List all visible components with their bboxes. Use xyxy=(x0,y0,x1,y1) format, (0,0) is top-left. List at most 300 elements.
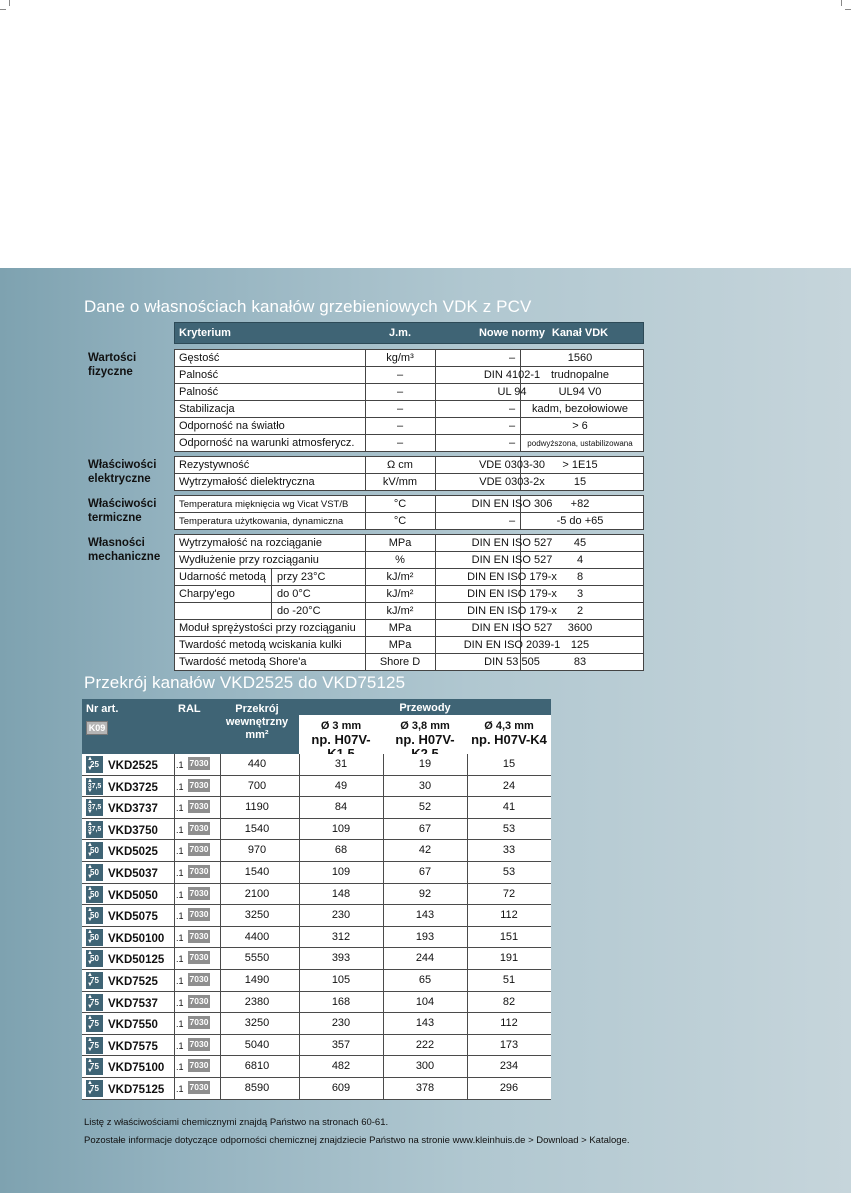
arrow-up-icon: ▲ xyxy=(87,1015,93,1022)
header-wires: Przewody xyxy=(399,702,451,714)
height-value: 37,5 xyxy=(87,782,102,790)
ral-prefix: .1 xyxy=(176,824,184,835)
property-row xyxy=(175,401,643,418)
wire-count-3-8mm: 378 xyxy=(415,1082,435,1094)
table-row xyxy=(82,819,551,841)
height-value: 25 xyxy=(90,760,99,769)
wire-count-3-8mm: 30 xyxy=(418,779,432,792)
column-divider xyxy=(299,992,300,1013)
property-unit: MPa xyxy=(388,537,412,549)
property-value: 3 xyxy=(576,588,584,600)
cross-section-area: 1540 xyxy=(244,866,270,878)
property-row xyxy=(175,367,643,384)
cross-section-area: 1540 xyxy=(244,822,270,835)
property-criterion: Odporność na światło xyxy=(179,420,285,432)
property-condition: przy 23°C xyxy=(277,571,326,583)
height-value: 50 xyxy=(90,954,99,964)
property-criterion: Palność xyxy=(179,386,219,398)
column-divider xyxy=(383,754,384,775)
header-area xyxy=(222,703,292,742)
wire-count-3mm: 105 xyxy=(331,974,351,986)
group-box xyxy=(174,534,644,671)
wire-count-3-8mm: 67 xyxy=(418,866,432,878)
wire-count-3mm: 168 xyxy=(331,995,351,1008)
group-label-line: Własności xyxy=(88,537,145,549)
props-section-title: Dane o własnościach kanałów grzebieniowych VDK z PCV xyxy=(84,297,532,316)
article-number: VKD3737 xyxy=(108,803,158,816)
column-divider xyxy=(383,819,384,840)
height-icon xyxy=(86,864,103,881)
wire-count-3mm: 482 xyxy=(331,1060,351,1073)
height-value: 37,5 xyxy=(87,825,102,833)
header-w3-example: np. H07V-K4 xyxy=(471,732,547,747)
column-divider xyxy=(467,840,468,861)
property-norm: – xyxy=(508,437,516,449)
column-divider xyxy=(467,1013,468,1034)
column-divider xyxy=(299,819,300,840)
column-divider xyxy=(299,1013,300,1034)
cross-section-area: 2100 xyxy=(244,887,270,900)
property-value: 15 xyxy=(573,476,587,488)
column-divider xyxy=(299,1035,300,1056)
property-value: 1560 xyxy=(567,352,593,364)
height-value: 75 xyxy=(90,1084,99,1093)
property-unit: – xyxy=(396,386,404,398)
ral-code: 7030 xyxy=(189,887,209,898)
property-row xyxy=(175,603,643,620)
column-divider xyxy=(220,776,221,797)
wire-count-4-3mm: 234 xyxy=(499,1060,519,1073)
height-icon xyxy=(86,950,103,967)
arrow-up-icon: ▲ xyxy=(87,950,93,957)
header-area_1: Przekrój xyxy=(235,703,279,715)
column-divider xyxy=(467,948,468,969)
column-divider xyxy=(467,927,468,948)
height-value: 50 xyxy=(90,889,99,899)
column-divider xyxy=(383,776,384,797)
header-area_2: wewnętrzny xyxy=(225,716,289,728)
property-criterion: Stabilizacja xyxy=(179,403,235,415)
group-label-line: fizyczne xyxy=(88,366,133,378)
wire-count-4-3mm: 296 xyxy=(499,1082,519,1094)
property-criterion: Charpy'ego xyxy=(179,588,235,600)
wire-count-3mm: 84 xyxy=(334,801,348,814)
wire-count-3mm: 312 xyxy=(331,930,351,943)
cross-section-area: 3250 xyxy=(244,909,270,922)
arrow-down-icon: ▼ xyxy=(87,895,93,902)
property-norm: DIN EN ISO 527 xyxy=(471,554,553,566)
wire-count-4-3mm: 53 xyxy=(502,822,516,835)
wire-count-4-3mm: 191 xyxy=(499,952,519,965)
wire-count-4-3mm: 173 xyxy=(499,1038,519,1051)
column-divider xyxy=(220,754,221,775)
column-divider xyxy=(174,927,175,948)
wire-count-4-3mm: 82 xyxy=(502,995,516,1008)
wire-subheader xyxy=(299,715,551,754)
column-divider xyxy=(299,905,300,926)
column-divider xyxy=(383,970,384,991)
property-norm: – xyxy=(508,515,516,527)
cross-section-area: 5040 xyxy=(244,1038,270,1051)
column-divider xyxy=(299,927,300,948)
wire-count-3mm: 109 xyxy=(331,866,351,878)
property-norm: DIN EN ISO 2039-1 xyxy=(463,639,561,651)
ral-prefix: .1 xyxy=(176,1040,184,1051)
property-criterion: Rezystywność xyxy=(179,459,250,471)
column-divider xyxy=(174,862,175,883)
property-norm: UL 94 xyxy=(497,386,527,398)
ral-code: 7030 xyxy=(189,1038,209,1049)
ral-prefix: .1 xyxy=(176,1084,184,1094)
property-value: 8 xyxy=(576,571,584,583)
height-icon xyxy=(86,778,103,795)
table-row xyxy=(82,992,551,1014)
ral-code: 7030 xyxy=(189,801,209,812)
column-divider xyxy=(383,1056,384,1077)
ral-code: 7030 xyxy=(189,844,209,855)
wire-count-4-3mm: 112 xyxy=(500,909,518,922)
height-value: 75 xyxy=(90,1040,99,1050)
column-divider xyxy=(467,970,468,991)
column-divider xyxy=(299,948,300,969)
column-divider xyxy=(220,1056,221,1077)
sub-divider xyxy=(271,603,272,619)
table-row xyxy=(82,797,551,819)
property-norm: DIN EN ISO 527 xyxy=(471,537,553,549)
height-icon xyxy=(86,994,103,1011)
table-row xyxy=(82,1078,551,1100)
arrow-down-icon: ▼ xyxy=(87,917,93,924)
cross-section-area: 6810 xyxy=(244,1060,270,1073)
wire-count-3-8mm: 67 xyxy=(418,822,432,835)
column-divider xyxy=(220,884,221,905)
ral-code: 7030 xyxy=(189,758,209,768)
ral-prefix: .1 xyxy=(176,976,184,986)
column-divider xyxy=(174,1056,175,1077)
column-divider xyxy=(299,840,300,861)
property-norm: DIN EN ISO 179-x xyxy=(467,605,557,617)
column-divider xyxy=(220,862,221,883)
ral-code: 7030 xyxy=(189,952,209,963)
height-icon xyxy=(86,929,103,946)
column-divider xyxy=(467,1056,468,1077)
cross-section-area: 700 xyxy=(247,779,267,792)
ral-prefix: .1 xyxy=(176,781,184,792)
property-condition: do -20°C xyxy=(277,605,321,617)
property-norm: DIN EN ISO 179-x xyxy=(467,588,557,600)
property-norm: VDE 0303-2x xyxy=(479,476,545,488)
ral-code: 7030 xyxy=(189,1017,209,1028)
height-value: 50 xyxy=(90,868,99,877)
height-value: 75 xyxy=(90,1019,99,1029)
property-value: 125 xyxy=(570,639,590,651)
column-divider xyxy=(174,970,175,991)
article-number: VKD3750 xyxy=(108,824,158,837)
property-norm: DIN 4102-1 xyxy=(483,369,541,381)
sub-divider xyxy=(271,569,272,585)
property-value: -5 do +65 xyxy=(556,515,604,527)
property-row xyxy=(175,620,643,637)
xs-header xyxy=(82,699,551,754)
article-number: VKD7575 xyxy=(108,1040,158,1053)
ral-prefix: .1 xyxy=(176,846,184,857)
wire-count-4-3mm: 51 xyxy=(502,974,516,986)
header-w2-example: np. H07V- xyxy=(395,732,455,747)
article-number: VKD50100 xyxy=(108,932,165,945)
column-divider xyxy=(220,927,221,948)
arrow-up-icon: ▲ xyxy=(87,885,93,892)
table-row xyxy=(82,1013,551,1035)
property-value: 4 xyxy=(576,554,584,566)
property-condition: do 0°C xyxy=(277,588,311,600)
property-value: > 6 xyxy=(572,420,588,432)
property-unit: MPa xyxy=(388,622,412,634)
arrow-down-icon: ▼ xyxy=(87,852,93,859)
property-unit: – xyxy=(396,420,404,432)
column-divider xyxy=(383,797,384,818)
property-value: kadm, bezołowiowe xyxy=(532,403,628,415)
property-unit: kV/mm xyxy=(382,476,418,488)
cross-section-area: 1490 xyxy=(244,974,270,986)
column-divider xyxy=(467,754,468,775)
property-value: +82 xyxy=(570,498,590,510)
wire-count-3-8mm: 104 xyxy=(415,995,435,1008)
header-unit: J.m. xyxy=(388,327,411,339)
column-divider xyxy=(383,1035,384,1056)
k09-badge: K09 xyxy=(86,721,108,735)
property-row xyxy=(175,552,643,569)
ral-prefix: .1 xyxy=(176,911,184,922)
property-unit: Shore D xyxy=(379,656,421,668)
column-divider xyxy=(174,948,175,969)
group-label-line: Wartości xyxy=(88,352,137,364)
column-divider xyxy=(299,884,300,905)
article-number: VKD50125 xyxy=(108,954,165,967)
group-label xyxy=(88,536,160,564)
wire-count-3-8mm: 222 xyxy=(415,1038,435,1051)
arrow-up-icon: ▲ xyxy=(87,842,93,849)
column-divider xyxy=(383,948,384,969)
ral-code: 7030 xyxy=(189,909,209,920)
wire-count-3-8mm: 143 xyxy=(415,1017,435,1030)
arrow-down-icon: ▼ xyxy=(87,787,93,794)
crop-mark xyxy=(845,9,851,10)
property-row xyxy=(175,496,643,513)
article-number: VKD75125 xyxy=(108,1084,165,1096)
column-divider xyxy=(174,992,175,1013)
table-row xyxy=(82,1035,551,1057)
article-number: VKD7550 xyxy=(108,1019,158,1032)
crop-mark xyxy=(9,0,10,6)
height-value: 50 xyxy=(90,932,99,942)
column-divider xyxy=(383,992,384,1013)
table-row xyxy=(82,754,551,776)
property-norm: DIN 53 505 xyxy=(484,656,540,668)
wire-count-3-8mm: 42 xyxy=(418,844,432,857)
wire-count-3mm: 393 xyxy=(331,952,351,965)
property-norm: – xyxy=(508,420,516,432)
property-value: 83 xyxy=(573,656,587,668)
group-label xyxy=(88,458,156,486)
property-value: trudnopalne xyxy=(550,369,610,381)
ral-prefix: .1 xyxy=(176,932,184,943)
height-value: 75 xyxy=(90,997,99,1007)
group-label-line: termiczne xyxy=(88,512,142,524)
wire-count-4-3mm: 41 xyxy=(502,801,516,814)
property-unit: °C xyxy=(393,515,407,527)
arrow-up-icon: ▲ xyxy=(87,777,93,784)
ral-code: 7030 xyxy=(189,974,209,984)
column-divider xyxy=(299,797,300,818)
property-criterion: Palność xyxy=(179,369,219,381)
property-norm: DIN EN ISO 179-x xyxy=(467,571,557,583)
article-number: VKD2525 xyxy=(108,760,158,772)
wire-count-3-8mm: 244 xyxy=(415,952,435,965)
property-criterion: Temperatura mięknięcia wg Vicat VST/B xyxy=(179,499,349,510)
table-row xyxy=(82,840,551,862)
cross-section-area: 5550 xyxy=(244,952,270,965)
property-unit: % xyxy=(395,554,405,566)
column-divider xyxy=(220,970,221,991)
column-divider xyxy=(467,905,468,926)
wire-count-4-3mm: 24 xyxy=(502,779,516,792)
arrow-down-icon: ▼ xyxy=(87,982,93,988)
column-divider xyxy=(174,1035,175,1056)
column-divider xyxy=(220,905,221,926)
arrow-up-icon: ▲ xyxy=(87,820,93,827)
group-label-line: Właściwości xyxy=(88,498,157,510)
height-value: 75 xyxy=(90,976,99,985)
wire-count-3mm: 230 xyxy=(331,909,351,922)
property-unit: kJ/m² xyxy=(386,588,414,600)
column-divider xyxy=(299,1078,300,1099)
cross-section-area: 970 xyxy=(247,844,267,857)
arrow-down-icon: ▼ xyxy=(87,1003,93,1010)
column-divider xyxy=(174,1013,175,1034)
property-unit: – xyxy=(396,369,404,381)
cross-section-area: 8590 xyxy=(244,1082,270,1094)
property-row xyxy=(175,350,643,367)
wire-count-3mm: 109 xyxy=(331,822,351,835)
arrow-down-icon: ▼ xyxy=(87,1068,93,1075)
arrow-down-icon: ▼ xyxy=(87,830,93,837)
property-value: UL94 V0 xyxy=(558,386,602,398)
table-row xyxy=(82,927,551,949)
arrow-down-icon: ▼ xyxy=(87,1090,93,1096)
column-divider xyxy=(467,1035,468,1056)
article-number: VKD7537 xyxy=(108,997,158,1010)
height-icon xyxy=(86,907,103,924)
property-unit: kg/m³ xyxy=(386,352,414,364)
column-divider xyxy=(174,1078,175,1099)
column-divider xyxy=(174,754,175,775)
column-divider xyxy=(467,776,468,797)
height-icon xyxy=(86,821,103,838)
property-norm: VDE 0303-30 xyxy=(478,459,546,471)
column-divider xyxy=(220,1078,221,1099)
wire-count-4-3mm: 33 xyxy=(502,844,516,857)
property-norm: DIN EN ISO 527 xyxy=(471,622,553,634)
arrow-up-icon: ▲ xyxy=(87,928,93,935)
ral-prefix: .1 xyxy=(176,1019,184,1030)
group-label xyxy=(88,497,156,525)
property-criterion: Odporność na warunki atmosferycz. xyxy=(179,437,355,449)
xs-section-title: Przekrój kanałów VKD2525 do VKD75125 xyxy=(84,673,406,692)
table-row xyxy=(82,776,551,798)
ral-prefix: .1 xyxy=(176,889,184,900)
height-value: 50 xyxy=(90,911,99,921)
column-divider xyxy=(299,862,300,883)
property-criterion: Wydłużenie przy rozciąganiu xyxy=(179,554,319,566)
height-icon xyxy=(86,1080,103,1097)
column-divider xyxy=(220,1035,221,1056)
property-unit: °C xyxy=(393,498,407,510)
arrow-down-icon: ▼ xyxy=(87,1025,93,1032)
wire-count-4-3mm: 15 xyxy=(502,758,516,770)
column-divider xyxy=(220,819,221,840)
arrow-up-icon: ▲ xyxy=(87,799,93,806)
height-icon xyxy=(86,756,103,773)
arrow-down-icon: ▼ xyxy=(87,809,93,816)
header-criterion: Kryterium xyxy=(179,327,231,339)
arrow-up-icon: ▲ xyxy=(87,1058,93,1065)
property-row xyxy=(175,535,643,552)
ral-code: 7030 xyxy=(189,930,209,941)
group-box xyxy=(174,349,644,452)
property-value: podwyższona, ustabilizowana xyxy=(527,439,633,448)
column-divider xyxy=(174,819,175,840)
property-criterion: Moduł sprężystości przy rozciąganiu xyxy=(179,622,356,634)
property-criterion: Wytrzymałość na rozciąganie xyxy=(179,537,322,549)
article-number: VKD5050 xyxy=(108,889,158,902)
property-row xyxy=(175,435,643,452)
arrow-up-icon: ▲ xyxy=(87,993,93,1000)
cross-section-area: 4400 xyxy=(244,930,270,943)
header-w3-diameter: Ø 4,3 mm xyxy=(484,720,534,732)
arrow-up-icon: ▲ xyxy=(87,1036,93,1043)
footnote-resistance: Pozostałe informacje dotyczące odporności chemicznej znajdziecie Państwo na stronie www.kleinhuis.de > Download > Kataloge. xyxy=(84,1135,630,1146)
table-row xyxy=(82,948,551,970)
property-row xyxy=(175,418,643,435)
sub-divider xyxy=(271,586,272,602)
group-label-line: Właściwości xyxy=(88,459,157,471)
ral-code: 7030 xyxy=(189,822,209,833)
column-divider xyxy=(174,884,175,905)
height-icon xyxy=(86,842,103,859)
wire-count-3mm: 357 xyxy=(331,1038,351,1051)
arrow-down-icon: ▼ xyxy=(87,960,93,967)
height-icon xyxy=(86,1037,103,1054)
column-divider xyxy=(467,992,468,1013)
wire-count-3-8mm: 300 xyxy=(415,1060,435,1073)
column-divider xyxy=(299,970,300,991)
property-row xyxy=(175,654,643,671)
ral-prefix: .1 xyxy=(176,1062,184,1073)
property-criterion: Twardość metodą Shore'a xyxy=(179,656,307,668)
wire-count-3-8mm: 65 xyxy=(418,974,432,986)
article-number: VKD7525 xyxy=(108,976,158,988)
group-label-line: mechaniczne xyxy=(88,551,161,563)
column-divider xyxy=(467,862,468,883)
arrow-down-icon: ▼ xyxy=(87,874,93,880)
wire-count-4-3mm: 53 xyxy=(502,866,516,878)
property-value: 3600 xyxy=(567,622,593,634)
property-norm: – xyxy=(508,352,516,364)
property-norm: – xyxy=(508,403,516,415)
arrow-up-icon: ▲ xyxy=(87,1080,93,1086)
group-box xyxy=(174,456,644,491)
property-norm: DIN EN ISO 306 xyxy=(471,498,553,510)
